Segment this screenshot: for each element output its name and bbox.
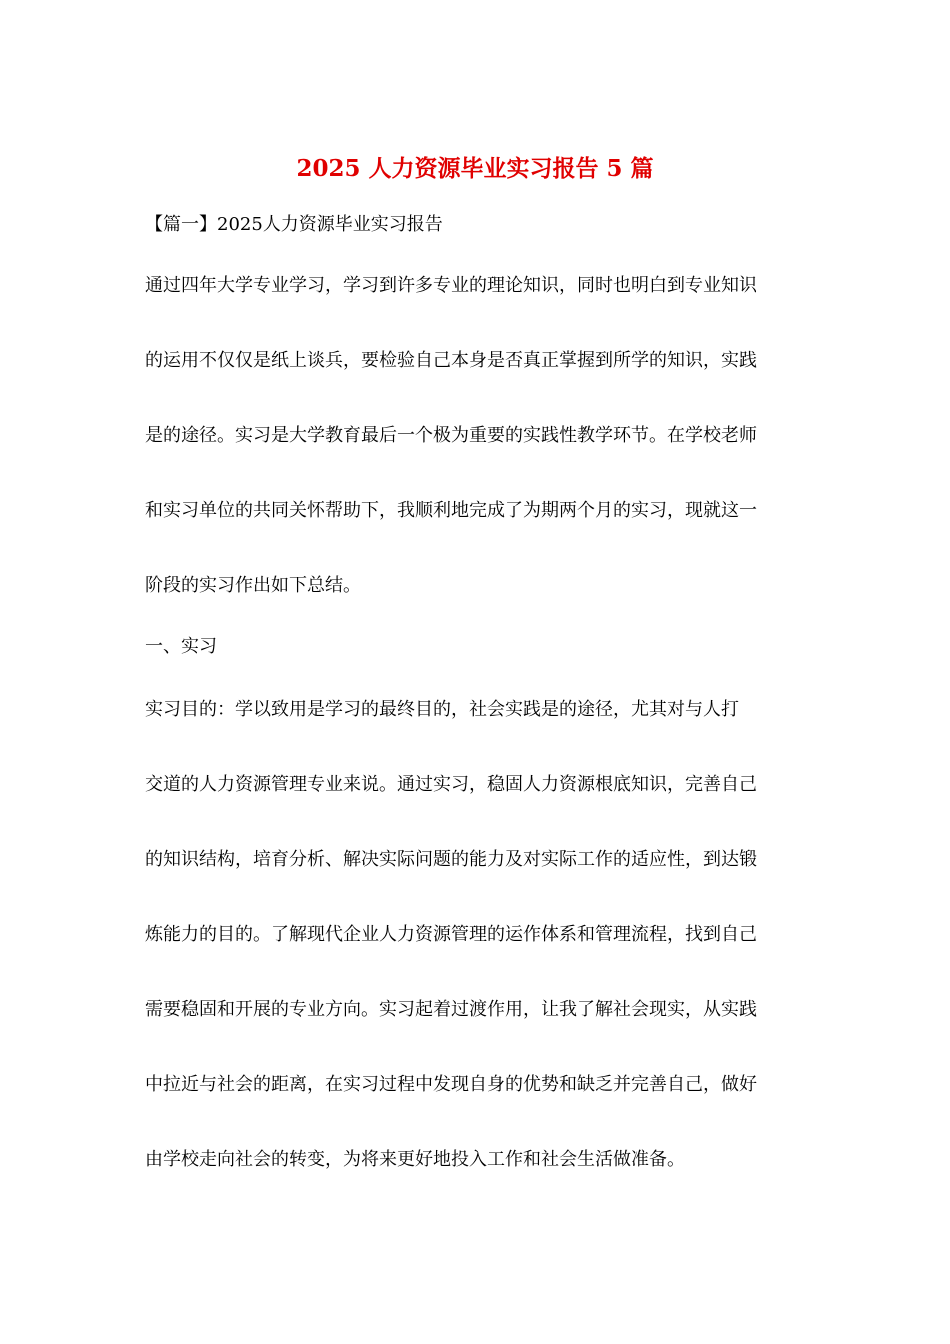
paragraph2-line: 需要稳固和开展的专业方向。实习起着过渡作用，让我了解社会现实，从实践 (145, 999, 757, 1020)
paragraph2-line: 实习目的：学以致用是学习的最终目的，社会实践是的途径，尤其对与人打 (145, 699, 739, 720)
heading-internship: 一、实习 (145, 636, 217, 657)
section-heading-text: 人力资源毕业实习报告 (262, 214, 443, 235)
paragraph1-line: 是的途径。实习是大学教育最后一个极为重要的实践性教学环节。在学校老师 (145, 425, 757, 446)
paragraph2-line: 由学校走向社会的转变，为将来更好地投入工作和社会生活做准备。 (145, 1149, 685, 1170)
paragraph1-line: 的运用不仅仅是纸上谈兵，要检验自己本身是否真正掌握到所学的知识，实践 (145, 350, 757, 371)
document-title: 2025 人力资源毕业实习报告 5 篇 (296, 155, 654, 182)
section-year: 2025 (217, 214, 263, 235)
section-heading (145, 210, 443, 240)
section-bracket-label: 【篇一】 (145, 214, 217, 235)
paragraph2-line: 中拉近与社会的距离，在实习过程中发现自身的优势和缺乏并完善自己，做好 (145, 1074, 757, 1095)
paragraph2-line: 的知识结构，培育分析、解决实际问题的能力及对实际工作的适应性，到达锻 (145, 849, 757, 870)
paragraph2-line: 交道的人力资源管理专业来说。通过实习，稳固人力资源根底知识，完善自己 (145, 774, 757, 795)
paragraph1-line: 阶段的实习作出如下总结。 (145, 575, 361, 596)
paragraph2-line: 炼能力的目的。了解现代企业人力资源管理的运作体系和管理流程，找到自己 (145, 924, 757, 945)
paragraph1-line: 通过四年大学专业学习，学习到许多专业的理论知识，同时也明白到专业知识 (145, 275, 757, 296)
paragraph1-line: 和实习单位的共同关怀帮助下，我顺利地完成了为期两个月的实习，现就这一 (145, 500, 757, 521)
